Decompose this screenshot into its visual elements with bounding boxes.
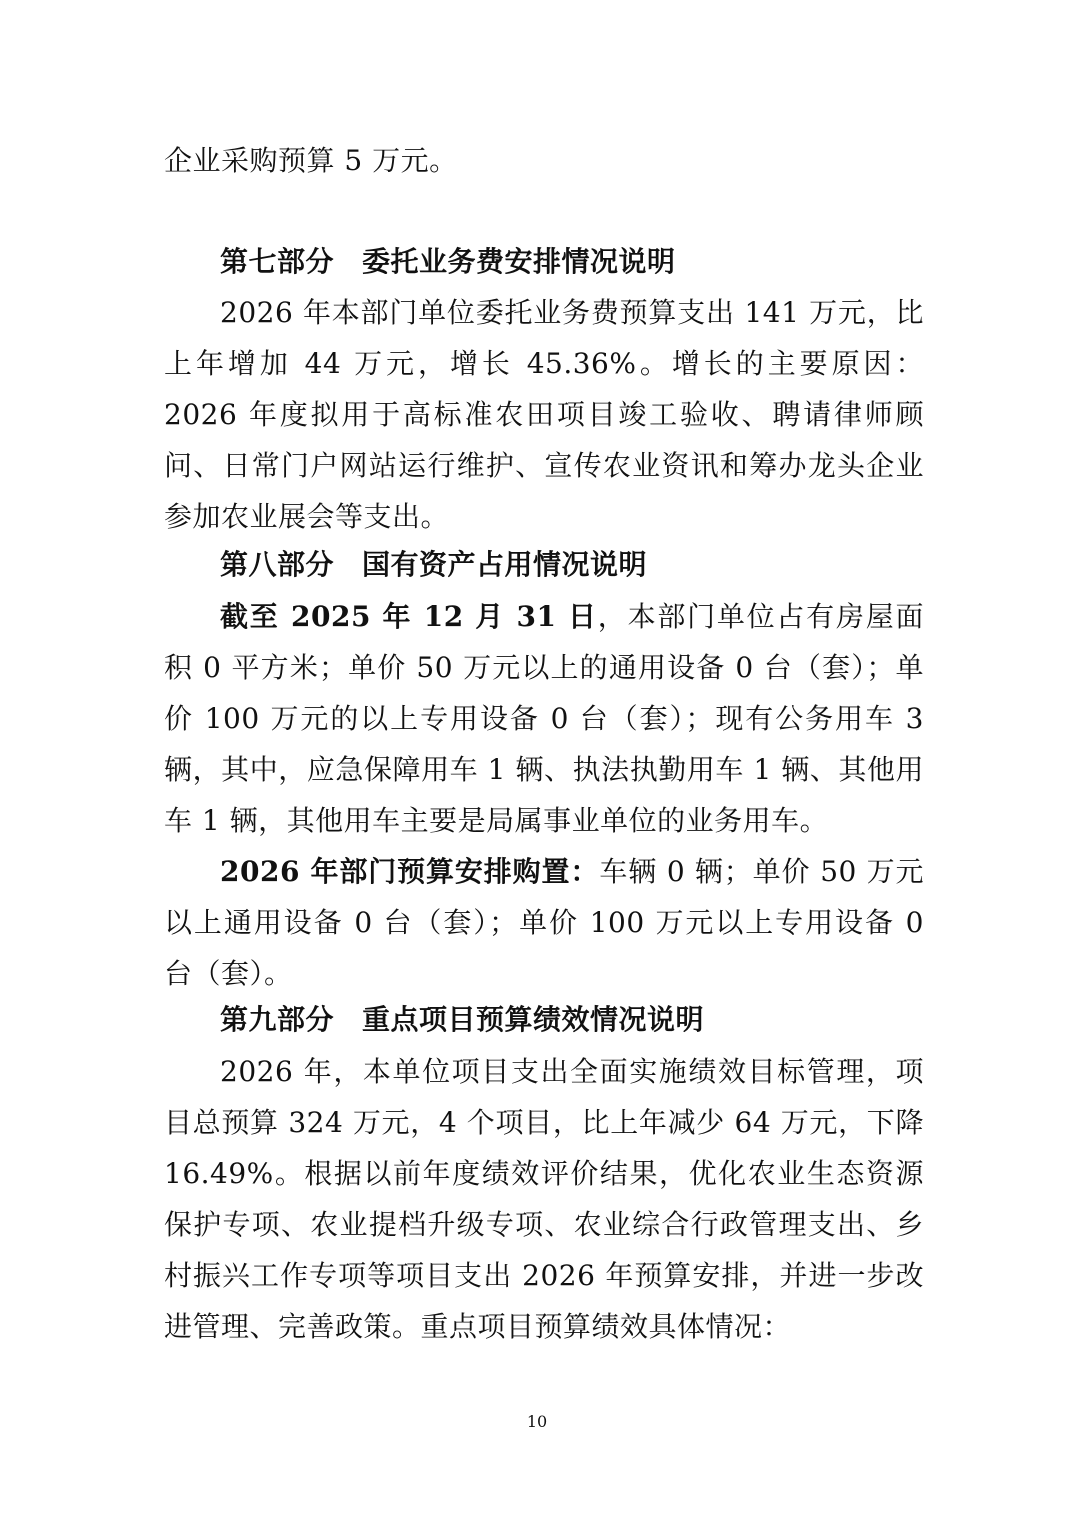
section-9-paragraph: 2026 年，本单位项目支出全面实施绩效目标管理，项目总预算 324 万元，4 个项目，比上年减少 64 万元，下降 16.49%。根据以前年度绩效评价结果，优化农业生态资源保护专项、农业提档升级专项、农业综合行政管理支出、乡村振兴工作专项等项目支出 2026 年预算安排，并进一步改进管理、完善政策。重点项目预算绩效具体情况：	[164, 1055, 924, 1343]
section-7-block	[164, 287, 924, 542]
purchase-lead: 2026 年部门预算安排购置：	[220, 855, 600, 888]
section-7-paragraph: 2026 年本部门单位委托业务费预算支出 141 万元，比上年增加 44 万元，增长 45.36%。增长的主要原因：2026 年度拟用于高标准农田项目竣工验收、聘请律师顾问、日常门户网站运行维护、宣传农业资讯和筹办龙头企业参加农业展会等支出。	[164, 296, 924, 533]
section-9-block	[164, 1046, 924, 1352]
asset-date-lead: 截至 2025 年 12 月 31 日	[220, 600, 598, 633]
section-9-label: 第九部分	[220, 1003, 335, 1036]
intro-paragraph: 企业采购预算 5 万元。	[164, 144, 458, 177]
page-number: 10	[526, 1412, 548, 1431]
section-7-label: 第七部分	[220, 245, 335, 278]
section-7-heading	[220, 242, 676, 282]
section-8-label: 第八部分	[220, 548, 335, 581]
section-8-block	[164, 591, 924, 999]
section-8-title: 国有资产占用情况说明	[362, 548, 648, 581]
section-8-paragraph-purchases	[164, 846, 924, 999]
section-7-title: 委托业务费安排情况说明	[362, 245, 676, 278]
asset-details: ，本部门单位占有房屋面积 0 平方米；单价 50 万元以上的通用设备 0 台（套）；单价 100 万元的以上专用设备 0 台（套）；现有公务用车 3 辆，其中，应急保障用车 1 辆、执法执勤用车 1 辆、其他用车 1 辆，其他用车主要是局属事业单位的业务用车。	[164, 600, 924, 837]
section-8-paragraph-assets	[164, 591, 924, 846]
section-8-heading	[220, 545, 647, 585]
section-9-heading	[220, 1000, 704, 1040]
intro-block	[164, 135, 924, 186]
purchase-details: 车辆 0 辆；单价 50 万元以上通用设备 0 台（套）；单价 100 万元以上专用设备 0 台（套）。	[164, 855, 924, 990]
section-9-title: 重点项目预算绩效情况说明	[362, 1003, 705, 1036]
